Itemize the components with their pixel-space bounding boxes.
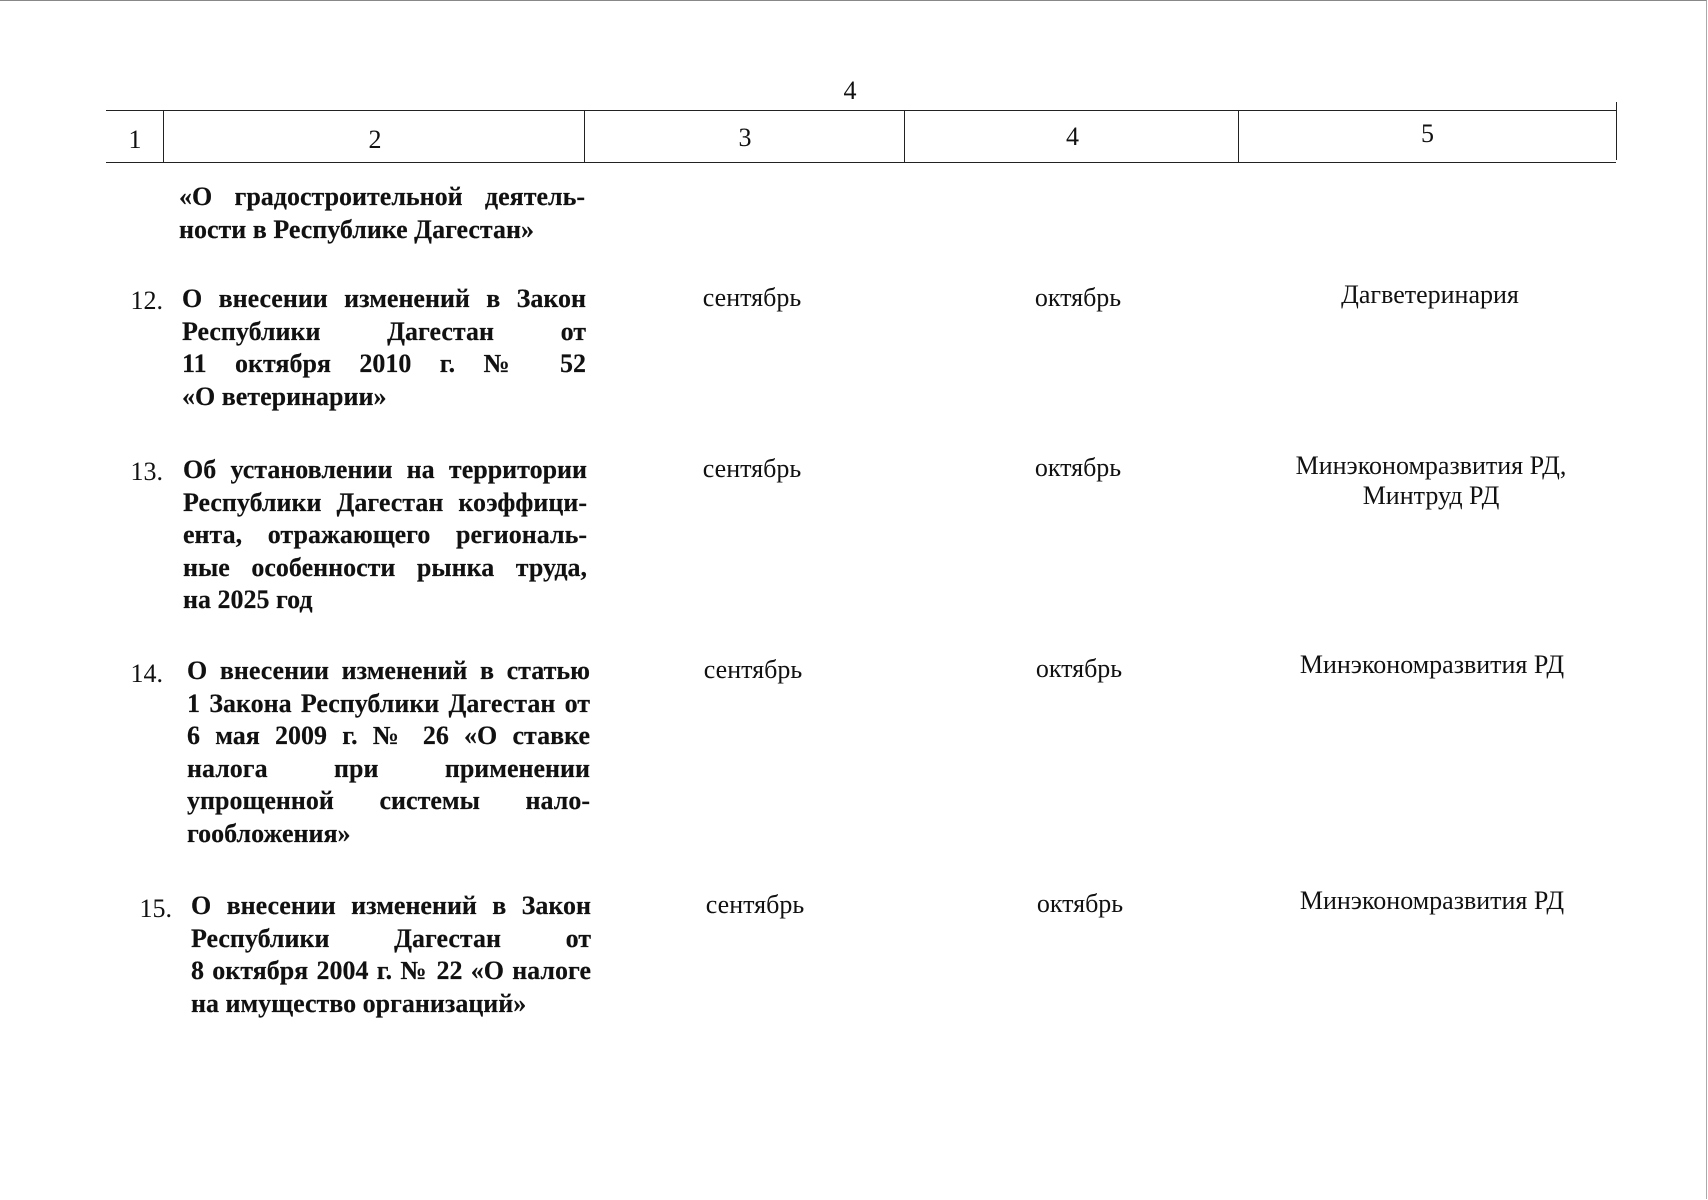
law-title-line: О внесении изменений в статью bbox=[187, 656, 590, 685]
row-col3: сентябрь bbox=[702, 283, 802, 312]
law-title-line: Республики Дагестан от bbox=[182, 316, 586, 346]
header-col-5: 5 bbox=[1421, 119, 1434, 148]
row-col5 bbox=[1252, 650, 1612, 680]
row-number: 14. bbox=[130, 659, 163, 688]
row-col4: октябрь bbox=[1034, 453, 1122, 482]
row-col5 bbox=[1252, 886, 1612, 916]
law-title-line: Республики Дагестан коэффици- bbox=[183, 487, 587, 517]
law-title bbox=[187, 655, 590, 850]
header-col-4: 4 bbox=[1066, 122, 1079, 151]
row-number: 13. bbox=[130, 457, 163, 486]
row-col3: сентябрь bbox=[705, 890, 805, 919]
law-title-line: на имущество организаций» bbox=[191, 988, 527, 1018]
row-number: 12. bbox=[130, 286, 163, 315]
row-col5 bbox=[1250, 280, 1610, 310]
law-title-line: 11 октября 2010 г. № 52 bbox=[182, 349, 586, 378]
row-col3: сентябрь bbox=[702, 454, 802, 483]
law-title-line: 8 октября 2004 г. № 22 «О налоге bbox=[191, 956, 591, 985]
row-col5-line: Минэкономразвития РД bbox=[1299, 886, 1565, 915]
law-title-line: ные особенности рынка труда, bbox=[183, 552, 587, 582]
continuation-line: ности в Республике Дагестан» bbox=[179, 214, 534, 244]
law-title-line: 1 Закона Республики Дагестан от bbox=[187, 688, 590, 718]
header-col-1: 1 bbox=[128, 125, 142, 154]
law-title-line: 6 мая 2009 г. № 26 «О ставке bbox=[187, 721, 590, 750]
law-title-line: Республики Дагестан от bbox=[191, 923, 591, 953]
row-col4: октябрь bbox=[1034, 283, 1122, 312]
row-col4: октябрь bbox=[1035, 654, 1123, 683]
row-col5 bbox=[1251, 451, 1611, 511]
continuation-text bbox=[179, 181, 585, 246]
law-title-line: гообложения» bbox=[187, 818, 351, 848]
row-col5-line: Минтруд РД bbox=[1362, 481, 1500, 510]
law-title-line: «О ветеринарии» bbox=[182, 381, 387, 411]
law-title-line: на 2025 год bbox=[183, 585, 313, 614]
law-title-line: налога при применении bbox=[187, 753, 590, 783]
law-title-line: О внесении изменений в Закон bbox=[182, 284, 586, 313]
row-col3: сентябрь bbox=[703, 655, 803, 684]
row-col5-line: Минэкономразвития РД bbox=[1299, 650, 1565, 679]
header-col-2: 2 bbox=[368, 125, 382, 154]
row-number: 15. bbox=[139, 894, 172, 923]
continuation-line: «О градостроительной деятель- bbox=[179, 182, 585, 211]
header-col-3: 3 bbox=[738, 123, 752, 152]
law-title-line: упрощенной системы нало- bbox=[187, 786, 590, 815]
law-title-line: Об установлении на территории bbox=[183, 455, 587, 484]
row-col4: октябрь bbox=[1036, 889, 1124, 918]
law-title bbox=[183, 454, 587, 617]
row-col5-line: Минэкономразвития РД, bbox=[1295, 451, 1567, 480]
row-col5-line: Дагветеринария bbox=[1341, 280, 1519, 309]
law-title-line: ента, отражающего региональ- bbox=[183, 520, 587, 549]
law-title bbox=[191, 890, 591, 1020]
law-title bbox=[182, 283, 586, 413]
law-title-line: О внесении изменений в Закон bbox=[191, 891, 591, 920]
page-number: 4 bbox=[843, 76, 857, 105]
